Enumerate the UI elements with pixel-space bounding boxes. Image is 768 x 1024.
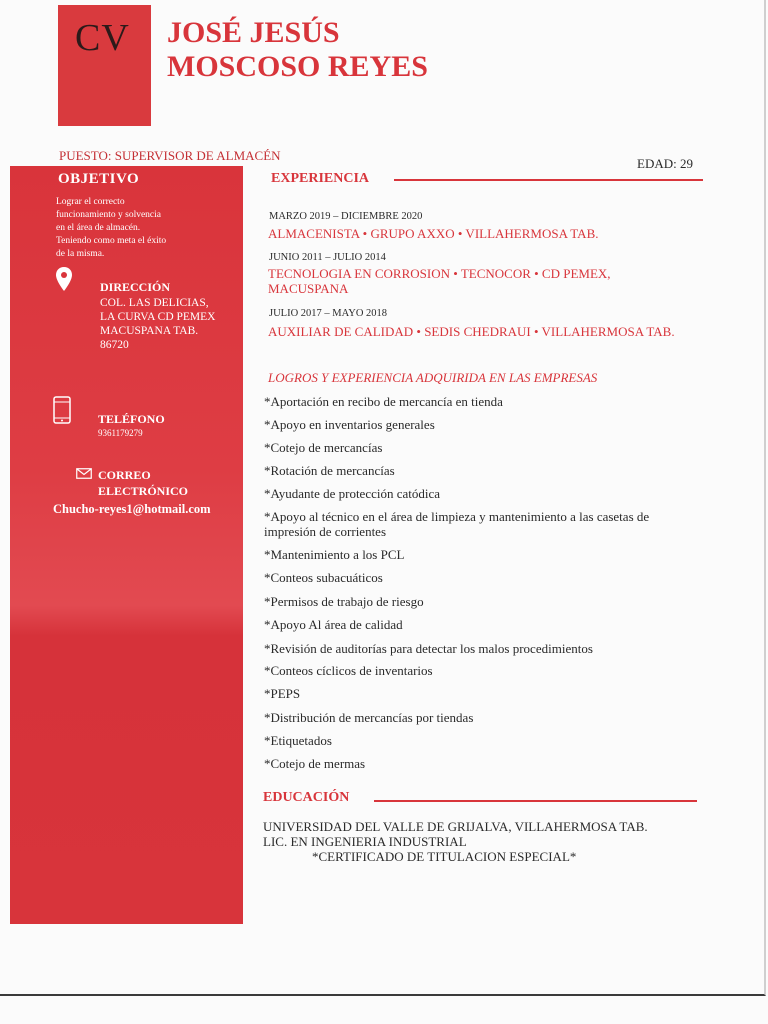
objective-title: OBJETIVO — [58, 171, 140, 187]
full-name — [167, 16, 428, 84]
achievement-item: *Conteos subacuáticos — [264, 570, 383, 585]
job-date: JUNIO 2011 – JULIO 2014 — [269, 252, 386, 263]
job-title: ALMACENISTA • GRUPO AXXO • VILLAHERMOSA TAB. — [268, 226, 599, 241]
age: EDAD: 29 — [637, 156, 693, 171]
objective-text — [56, 196, 196, 261]
sidebar — [10, 166, 243, 924]
achievement-item: *Cotejo de mermas — [264, 756, 366, 771]
achievement-item: *Revisión de auditorías para detectar los malos procedimientos — [264, 641, 593, 656]
achievement-item: *Conteos cíclicos de inventarios — [264, 663, 433, 678]
education-degree: LIC. EN INGENIERIA INDUSTRIAL — [263, 834, 467, 849]
job-date: JULIO 2017 – MAYO 2018 — [269, 308, 388, 319]
achievements-title: LOGROS Y EXPERIENCIA ADQUIRIDA EN LAS EMPRESAS — [268, 370, 598, 385]
cv-label: CV — [75, 17, 130, 59]
job-date: MARZO 2019 – DICIEMBRE 2020 — [269, 211, 423, 222]
email-address: Chucho-reyes1@hotmail.com — [53, 502, 211, 516]
name-line-1: JOSÉ JESÚS — [167, 16, 340, 49]
objective-line: de la misma. — [56, 249, 105, 259]
phone-title: TELÉFONO — [98, 412, 165, 426]
education-university: UNIVERSIDAD DEL VALLE DE GRIJALVA, VILLAHERMOSA TAB. — [263, 819, 648, 834]
mail-icon — [76, 468, 92, 479]
objective-line: funcionamiento y solvencia — [56, 210, 161, 220]
education-divider — [374, 800, 697, 802]
objective-line: Teniendo como meta el éxito — [56, 236, 167, 246]
name-line-2: MOSCOSO REYES — [167, 50, 428, 83]
address-line: COL. LAS DELICIAS, — [100, 297, 209, 309]
achievement-item: *Apoyo Al área de calidad — [264, 617, 403, 632]
location-pin-icon — [55, 266, 73, 292]
achievement-item: *Etiquetados — [264, 733, 332, 748]
achievement-item: *Mantenimiento a los PCL — [264, 547, 405, 562]
achievement-item: *Distribución de mercancías por tiendas — [264, 710, 474, 725]
job-title: TECNOLOGIA EN CORROSION • TECNOCOR • CD PEMEX, MACUSPANA — [268, 266, 611, 296]
objective-line: Lograr el correcto — [56, 197, 125, 207]
achievement-item: *Rotación de mercancías — [264, 463, 395, 478]
achievement-item: *PEPS — [264, 686, 301, 701]
achievement-item: *Permisos de trabajo de riesgo — [264, 594, 424, 609]
phone-number: 9361179279 — [98, 428, 143, 438]
education-title: EDUCACIÓN — [263, 790, 350, 805]
address-line: LA CURVA CD PEMEX — [100, 311, 216, 323]
achievement-item: *Cotejo de mercancías — [264, 440, 383, 455]
education-certificate: *CERTIFICADO DE TITULACION ESPECIAL* — [312, 849, 577, 864]
email-title-2: ELECTRÓNICO — [98, 484, 189, 498]
achievement-item: *Apoyo al técnico en el área de limpieza y mantenimiento a las casetas de impresión de corrientes — [264, 509, 650, 539]
address-title: DIRECCIÓN — [100, 280, 171, 294]
achievement-item: *Ayudante de protección catódica — [264, 486, 441, 501]
objective-line: en el área de almacén. — [56, 223, 141, 233]
achievement-item: *Apoyo en inventarios generales — [264, 417, 435, 432]
address-line: 86720 — [100, 339, 129, 351]
address-line: MACUSPANA TAB. — [100, 325, 199, 337]
email-title: CORREO — [98, 468, 151, 482]
experience-title: EXPERIENCIA — [271, 171, 370, 186]
phone-icon — [53, 396, 71, 424]
job-title: AUXILIAR DE CALIDAD • SEDIS CHEDRAUI • VILLAHERMOSA TAB. — [268, 324, 675, 339]
experience-divider — [394, 179, 703, 181]
achievement-item: *Aportación en recibo de mercancía en tienda — [264, 394, 503, 409]
job-position: PUESTO: SUPERVISOR DE ALMACÉN — [59, 148, 281, 163]
